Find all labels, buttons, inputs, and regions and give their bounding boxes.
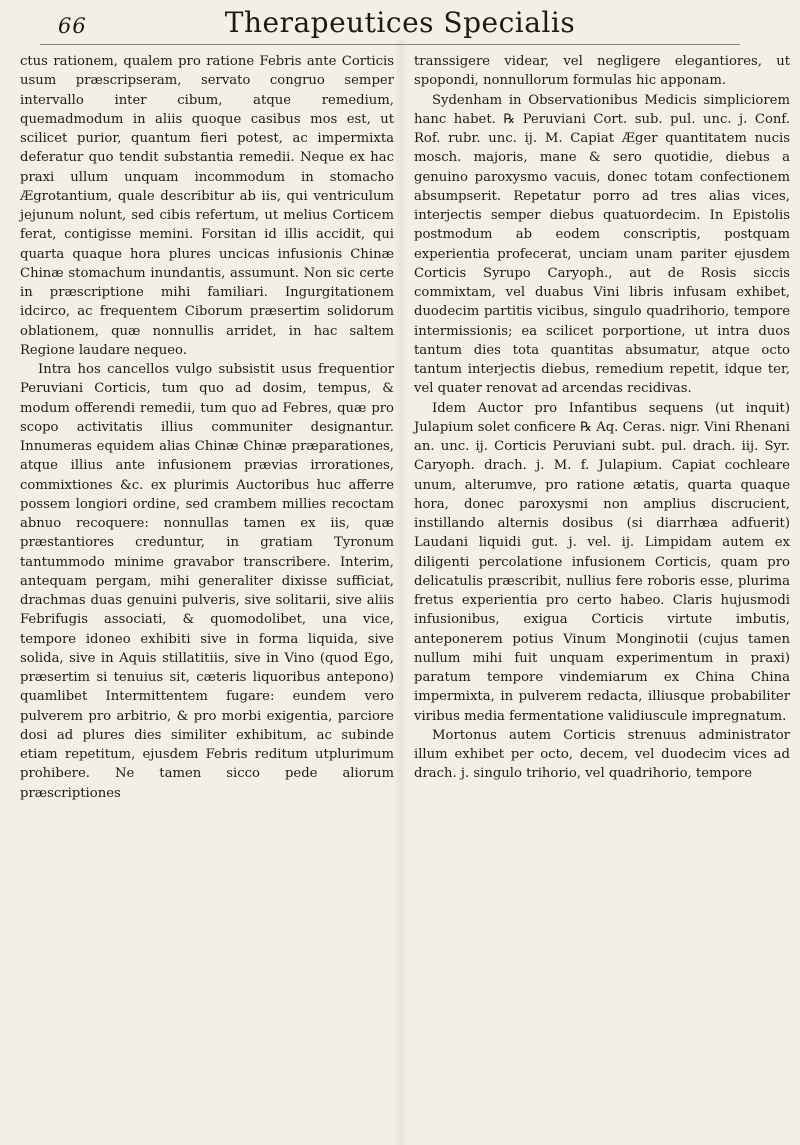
left-column: [20, 52, 394, 803]
right-paragraph-1: transsigere videar, vel negligere elegantiores, ut spopondi, nonnullorum formulas hic apponam.: [414, 54, 790, 89]
right-paragraph-2: Sydenham in Observationibus Medicis simpliciorem hanc habet. ℞ Peruviani Cort. sub. pul. unc. j. Conf. Rof. rubr. unc. ij. M. Capiat Æger quantitatem nucis mosch. majoris, mane & sero quotidie, diebus a genuino paroxysmo vacuis, donec totam confectionem absumpserit. Repetatur porro ad tres alias vices, interjectis semper diebus quatuordecim. In Epistolis postmodum ab eodem conscriptis, postquam experientia profecerat, unciam unam pariter ejusdem Corticis Syrupo Caryoph., aut de Rosis siccis commixtam, vel duabus Vini libris infusam exhibet, duodecim partitis vicibus, singulo quadrihorio, tempore intermissionis; ea scilicet porportione, ut intra duos tantum dies tota quantitas absumatur, atque octo tantum interjectis diebus, remedium repetit, idque ter, vel quater renovat ad arcendas recidivas.: [414, 92, 790, 397]
left-paragraph-2: Intra hos cancellos vulgo subsistit usus frequentior Peruviani Corticis, tum quo ad dosim, tempus, & modum offerendi remedii, tum quo ad Febres, quæ pro scopo activitatis illius communiter designantur. Innumeras equidem alias Chinæ Chinæ præparationes, atque illius ante infusionem prævias irrorationes, commixtiones &c. ex plurimis Auctoribus huc afferre possem longiori ordine, sed crambem millies recoctam abnuo recoquere: nonnullas tamen ex iis, quæ præstantiores creduntur, in gratiam Tyronum tantummodo minime gravabor transcribere. Interim, antequam pergam, mihi generaliter dixisse sufficiat, drachmas duas genuini pulveris, sive solitarii, sive aliis Febrifugis associati, & quomodolibet, una vice, tempore idoneo exhibiti sive in forma liquida, sive solida, sive in Aquis stillatitiis, sive in Vino (quod Ego, præsertim si tenuius sit, cæteris liquoribus antepono) quamlibet Intermittentem fugare: eundem vero pulverem pro arbitrio, & pro morbi exigentia, parciore dosi ad plures dies similiter exhibitum, ac subinde etiam repetitum, ejusdem Febris reditum utplurimum prohibere. Ne tamen sicco pede aliorum præscriptiones: [20, 362, 394, 801]
header-rule: [40, 44, 740, 45]
page-number: 66: [58, 14, 87, 38]
right-column: [414, 52, 790, 784]
page-header: [0, 6, 800, 42]
gutter-shadow: [394, 40, 408, 1145]
left-paragraph-1: ctus rationem, qualem pro ratione Febris ante Corticis usum præscripseram, servato congruo semper intervallo inter cibum, atque remedium, quemadmodum in aliis quoque casibus mos est, ut scilicet purior, quantum fieri potest, ac impermixta deferatur quo tendit substantia remedii. Neque ex hac praxi ullum unquam incommodum in stomacho Ægrotantium, quale describitur ab iis, qui ventriculum jejunum nolunt, sed cibis refertum, ut melius Corticem ferat, contigisse memini. Forsitan id illis accidit, qui quarta quaque hora plures uncicas infusionis Chinæ Chinæ stomachum inundantis, assumunt. Non sic certe in præscriptione mihi familiari. Ingurgitationem idcirco, ac frequentem Ciborum præsertim solidorum oblationem, quæ nonnullis arridet, in hac saltem Regione laudare nequeo.: [20, 54, 394, 358]
right-paragraph-4: Mortonus autem Corticis strenuus administrator illum exhibet per octo, decem, vel duodecim vices ad drach. j. singulo trihorio, vel quadrihorio, tempore: [414, 727, 790, 782]
right-paragraph-3: Idem Auctor pro Infantibus sequens (ut inquit) Julapium solet conficere ℞ Aq. Ceras. nigr. Vini Rhenani an. unc. ij. Corticis Peruviani subt. pul. drach. iij. Syr. Caryoph. drach. j. M. f. Julapium. Capiat cochleare unum, alterumve, pro ratione ætatis, quarta quaque hora, donec paroxysmi non amplius discrucient, instillando alternis dosibus (si diarrhæa adfuerit) Laudani liquidi gut. j. vel. ij. Limpidam autem ex diligenti percolatione infusionem Corticis, quam pro delicatulis præscribit, nullius fere roboris esse, plurima fretus experientia pro certo habeo. Claris hujusmodi infusionibus, exigua Corticis virtute imbutis, anteponerem potius Vinum Monginotii (cujus tamen nullum mihi fuit unquam experimentum in praxi) paratum tempore vindemiarum ex China China impermixta, in pulverem redacta, illiusque probabiliter viribus media fermentatione validiuscule impregnatum.: [414, 400, 790, 724]
running-title: Therapeutices Specialis: [224, 6, 576, 39]
